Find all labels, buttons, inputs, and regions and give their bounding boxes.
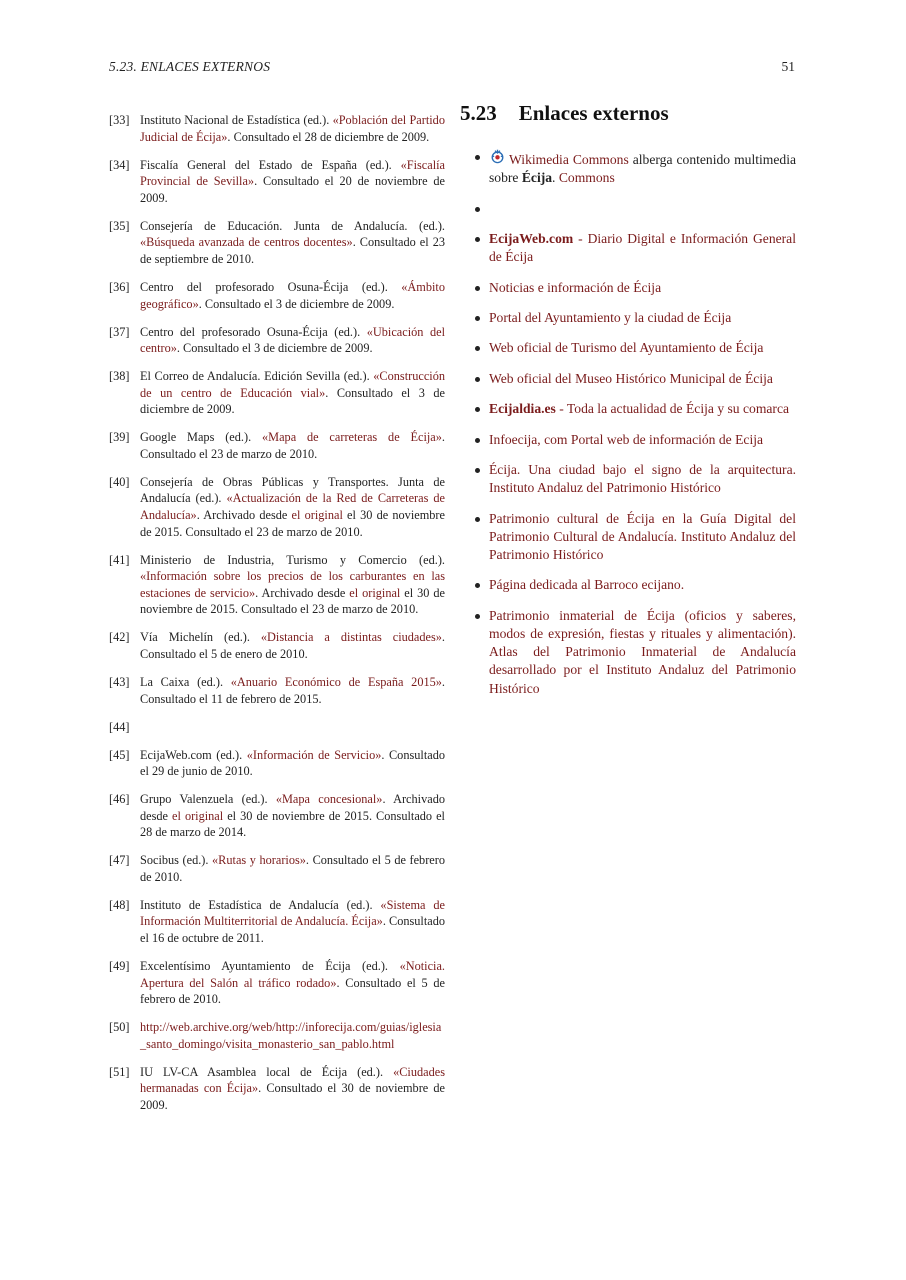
reference-link[interactable]: «Población del Partido Judicial de Écija» bbox=[140, 113, 445, 144]
reference-fragment: . Archivado desde bbox=[140, 792, 445, 823]
reference-fragment: Google Maps (ed.). bbox=[140, 430, 262, 445]
reference-fragment: . Consultado el 3 de diciembre de 2009. bbox=[176, 341, 373, 356]
reference-link[interactable]: «Ubicación del centro» bbox=[140, 324, 445, 356]
ecijaweb-link[interactable] bbox=[489, 230, 796, 266]
reference-item bbox=[109, 157, 445, 207]
reference-text bbox=[140, 279, 445, 312]
bullet bbox=[460, 279, 489, 297]
reference-item bbox=[109, 958, 445, 1008]
reference-fragment: . Consultado el 11 de febrero de 2015. bbox=[140, 674, 445, 706]
wikimedia-commons-icon bbox=[489, 148, 506, 165]
bullet bbox=[460, 461, 489, 497]
portal-ayuntamiento-link[interactable]: Portal del Ayuntamiento y la ciudad de Écija bbox=[489, 309, 732, 325]
reference-link[interactable]: «Fiscalía Provincial de Sevilla» bbox=[140, 157, 445, 189]
reference-text bbox=[140, 429, 445, 462]
reference-link[interactable]: «Ámbito geográfico» bbox=[140, 279, 445, 311]
patrimonio-inmaterial-link[interactable]: Patrimonio inmaterial de Écija (oficios y saberes, modos de expresión, fiestas y rituales y alimentación). Atlas del Patrimonio Inmaterial de Andalucía desarrollado por el Instituto Andaluz del Patrimonio Histórico bbox=[489, 607, 796, 696]
museo-link[interactable]: Web oficial del Museo Histórico Municipal de Écija bbox=[489, 370, 773, 386]
reference-fragment: . Consultado el 20 de noviembre de 2009. bbox=[140, 174, 445, 205]
reference-text bbox=[140, 674, 445, 707]
list-item bbox=[460, 148, 796, 187]
list-item bbox=[460, 461, 796, 497]
reference-fragment: Consejería de Educación. Junta de Andalucía. (ed.). bbox=[140, 218, 445, 233]
list-item bbox=[460, 279, 796, 297]
reference-fragment: . Consultado el 28 de diciembre de 2009. bbox=[227, 129, 430, 144]
bullet bbox=[460, 339, 489, 357]
bullet bbox=[460, 607, 489, 698]
reference-fragment: el 30 de noviembre de 2015. Consultado el 23 de marzo de 2010. bbox=[140, 508, 445, 539]
reference-fragment: Centro del profesorado Osuna-Écija (ed.). bbox=[140, 279, 402, 294]
reference-link[interactable]: «Búsqueda avanzada de centros docentes» bbox=[140, 235, 353, 250]
references-list bbox=[109, 112, 445, 1114]
reference-text bbox=[140, 852, 445, 885]
reference-link[interactable]: http://web.archive.org/web/http://inforecija.com/guias/iglesia_santo_domingo/visita_monasterio_san_pablo.html bbox=[140, 1020, 442, 1051]
list-item bbox=[460, 400, 796, 418]
bullet bbox=[460, 370, 489, 388]
reference-item bbox=[109, 629, 445, 662]
reference-number: [42] bbox=[109, 630, 130, 645]
reference-item bbox=[109, 674, 445, 707]
reference-link[interactable]: «Mapa de carreteras de Écija» bbox=[262, 430, 442, 445]
reference-fragment: El Correo de Andalucía. Edición Sevilla (ed.). bbox=[140, 369, 374, 384]
reference-number: [39] bbox=[109, 430, 130, 445]
reference-number: [48] bbox=[109, 897, 130, 912]
reference-item bbox=[109, 474, 445, 540]
reference-text bbox=[140, 1019, 445, 1052]
ecijaldia-desc[interactable]: - Toda la actualidad de Écija y su comarca bbox=[555, 401, 790, 417]
reference-text bbox=[140, 324, 445, 357]
reference-fragment: Instituto Nacional de Estadística (ed.). bbox=[140, 113, 333, 127]
bullet bbox=[460, 400, 489, 418]
ecijaldia-name[interactable]: Ecijaldia.es bbox=[489, 401, 556, 417]
list-item bbox=[460, 309, 796, 327]
reference-item bbox=[109, 552, 445, 618]
reference-fragment: el 30 de noviembre de 2015. Consultado el 28 de marzo de 2014. bbox=[140, 808, 445, 840]
reference-link[interactable]: «Distancia a distintas ciudades» bbox=[260, 630, 442, 645]
reference-fragment: . Archivado desde bbox=[196, 508, 292, 523]
reference-text bbox=[140, 368, 445, 418]
reference-fragment: IU LV-CA Asamblea local de Écija (ed.). bbox=[140, 1064, 394, 1079]
section-number: 5.23 bbox=[460, 101, 497, 125]
reference-item bbox=[109, 791, 445, 841]
reference-number: [41] bbox=[109, 552, 130, 567]
reference-fragment: Excelentísimo Ayuntamiento de Écija (ed.). bbox=[140, 959, 400, 973]
list-item bbox=[460, 339, 796, 357]
barroco-link[interactable]: Página dedicada al Barroco ecijano. bbox=[489, 577, 685, 593]
bullet bbox=[460, 576, 489, 594]
reference-item bbox=[109, 429, 445, 462]
bullet bbox=[460, 431, 489, 449]
reference-number: [51] bbox=[109, 1064, 130, 1079]
reference-fragment: Fiscalía General del Estado de España (ed.). bbox=[140, 157, 401, 172]
reference-fragment: . Consultado el 5 de enero de 2010. bbox=[140, 630, 445, 661]
archive-link[interactable]: el original bbox=[172, 808, 224, 823]
reference-link[interactable]: «Mapa concesional» bbox=[275, 792, 383, 807]
reference-text bbox=[140, 552, 445, 618]
archive-link[interactable]: el original bbox=[291, 508, 343, 523]
bullet bbox=[460, 230, 489, 266]
bullet bbox=[460, 148, 489, 187]
reference-number: [47] bbox=[109, 853, 130, 868]
reference-number: [33] bbox=[109, 113, 130, 127]
reference-link[interactable]: «Actualización de la Red de Carreteras de Andalucía» bbox=[140, 491, 445, 523]
bullet bbox=[460, 309, 489, 327]
reference-text bbox=[140, 747, 445, 780]
reference-number: [46] bbox=[109, 792, 130, 807]
reference-item bbox=[109, 852, 445, 885]
reference-fragment: Centro del profesorado Osuna-Écija (ed.). bbox=[140, 324, 367, 339]
commons-sep: . bbox=[552, 170, 559, 186]
reference-number: [44] bbox=[109, 719, 130, 734]
external-links-list bbox=[460, 148, 796, 698]
reference-fragment: . Consultado el 30 de noviembre de 2009. bbox=[140, 1081, 445, 1112]
reference-text bbox=[140, 958, 445, 1008]
list-item bbox=[460, 230, 796, 266]
reference-number: [37] bbox=[109, 324, 130, 339]
reference-number: [35] bbox=[109, 218, 130, 233]
reference-link[interactable]: «Información sobre los precios de los carburantes en las estaciones de servicio» bbox=[140, 569, 445, 600]
reference-item bbox=[109, 747, 445, 780]
noticias-link[interactable]: Noticias e información de Écija bbox=[489, 279, 662, 295]
reference-text bbox=[140, 629, 445, 662]
reference-text bbox=[140, 157, 445, 207]
reference-link[interactable]: «Ciudades hermanadas con Écija» bbox=[140, 1064, 445, 1096]
reference-fragment: La Caixa (ed.). bbox=[140, 674, 231, 689]
reference-fragment: . Consultado el 23 de marzo de 2010. bbox=[140, 430, 445, 461]
running-header-section: 5.23. ENLACES EXTERNOS bbox=[109, 59, 271, 74]
page-number: 51 bbox=[781, 59, 795, 74]
reference-text bbox=[140, 719, 445, 736]
reference-number: [34] bbox=[109, 157, 130, 172]
reference-fragment: . Consultado el 23 de septiembre de 2010. bbox=[140, 235, 445, 266]
reference-item bbox=[109, 279, 445, 312]
reference-fragment: . Consultado el 5 de febrero de 2010. bbox=[140, 853, 445, 884]
reference-link[interactable]: «Noticia. Apertura del Salón al tráfico rodado» bbox=[140, 959, 445, 990]
infoecija-link[interactable]: Infoecija, com Portal web de información de Ecija bbox=[489, 431, 764, 447]
reference-link[interactable]: «Construcción de un centro de Educación vial» bbox=[140, 369, 445, 400]
reference-link[interactable]: «Sistema de Información Multiterritorial de Andalucía. Écija» bbox=[140, 897, 445, 929]
reference-text bbox=[140, 1064, 445, 1114]
turismo-link[interactable]: Web oficial de Turismo del Ayuntamiento de Écija bbox=[489, 340, 764, 356]
bullet bbox=[460, 510, 489, 565]
reference-item bbox=[109, 112, 445, 145]
ecijaldia-link[interactable] bbox=[489, 400, 796, 418]
reference-number: [50] bbox=[109, 1020, 130, 1035]
commons-subject: Écija bbox=[521, 170, 553, 186]
ecijaweb-name[interactable]: EcijaWeb.com bbox=[489, 230, 574, 246]
references-column bbox=[109, 112, 445, 1125]
list-item bbox=[460, 370, 796, 388]
reference-link[interactable]: «Información de Servicio» bbox=[246, 747, 382, 762]
reference-number: [49] bbox=[109, 959, 130, 973]
reference-fragment: Instituto de Estadística de Andalucía (ed.). bbox=[140, 897, 381, 912]
reference-fragment: . Consultado el 5 de febrero de 2010. bbox=[140, 975, 445, 1007]
external-links-column bbox=[460, 101, 796, 710]
wikimedia-commons-link[interactable]: Wikimedia Commons bbox=[509, 152, 629, 168]
list-item bbox=[460, 510, 796, 565]
reference-number: [45] bbox=[109, 747, 130, 762]
reference-item bbox=[109, 1064, 445, 1114]
reference-text bbox=[140, 791, 445, 841]
reference-fragment: Consejería de Obras Públicas y Transportes. Junta de Andalucía (ed.). bbox=[140, 474, 445, 506]
reference-item bbox=[109, 218, 445, 268]
reference-fragment: EcijaWeb.com (ed.). bbox=[140, 747, 247, 762]
list-item bbox=[460, 431, 796, 449]
reference-fragment: Socibus (ed.). bbox=[140, 853, 213, 868]
list-item-empty bbox=[460, 200, 796, 218]
list-item bbox=[460, 607, 796, 698]
reference-link[interactable]: «Anuario Económico de España 2015» bbox=[230, 674, 442, 689]
reference-fragment: . Consultado el 3 de diciembre de 2009. bbox=[198, 296, 395, 311]
commons-link[interactable]: Commons bbox=[558, 170, 615, 186]
arquitectura-link[interactable]: Écija. Una ciudad bajo el signo de la arquitectura. Instituto Andaluz del Patrimonio Histórico bbox=[489, 461, 796, 496]
ecijaweb-desc[interactable]: - Diario Digital e Información General de Écija bbox=[489, 230, 796, 265]
reference-fragment: . Consultado el 16 de octubre de 2011. bbox=[140, 914, 446, 946]
reference-fragment: . Archivado desde bbox=[255, 585, 350, 600]
patrimonio-cultural-link[interactable]: Patrimonio cultural de Écija en la Guía Digital del Patrimonio Cultural de Andalucía. Instituto Andaluz del Patrimonio Histórico bbox=[489, 510, 796, 562]
reference-fragment: . Consultado el 29 de junio de 2010. bbox=[140, 747, 445, 779]
reference-text bbox=[140, 897, 445, 947]
commons-text: alberga contenido multimedia sobre bbox=[489, 152, 796, 186]
reference-item bbox=[109, 324, 445, 357]
archive-link[interactable]: el original bbox=[349, 585, 401, 600]
reference-item bbox=[109, 1019, 445, 1052]
reference-item bbox=[109, 719, 445, 736]
reference-number: [43] bbox=[109, 674, 130, 689]
reference-link[interactable]: «Rutas y horarios» bbox=[212, 853, 306, 868]
reference-fragment: Vía Michelín (ed.). bbox=[140, 630, 261, 645]
reference-fragment: . Consultado el 3 de diciembre de 2009. bbox=[140, 385, 445, 417]
section-heading bbox=[460, 101, 796, 125]
reference-text bbox=[140, 218, 445, 268]
section-title: Enlaces externos bbox=[518, 101, 669, 125]
reference-fragment: Ministerio de Industria, Turismo y Comercio (ed.). bbox=[140, 552, 445, 567]
reference-number: [40] bbox=[109, 474, 130, 489]
reference-item bbox=[109, 368, 445, 418]
reference-text bbox=[140, 112, 445, 145]
reference-fragment: el 30 de noviembre de 2015. Consultado el 23 de marzo de 2010. bbox=[140, 585, 445, 617]
running-header bbox=[109, 59, 795, 75]
reference-item bbox=[109, 897, 445, 947]
reference-number: [36] bbox=[109, 279, 130, 294]
reference-text bbox=[140, 474, 445, 540]
reference-number: [38] bbox=[109, 369, 130, 384]
bullet bbox=[460, 200, 489, 218]
reference-fragment: Grupo Valenzuela (ed.). bbox=[140, 792, 276, 807]
list-item bbox=[460, 576, 796, 594]
